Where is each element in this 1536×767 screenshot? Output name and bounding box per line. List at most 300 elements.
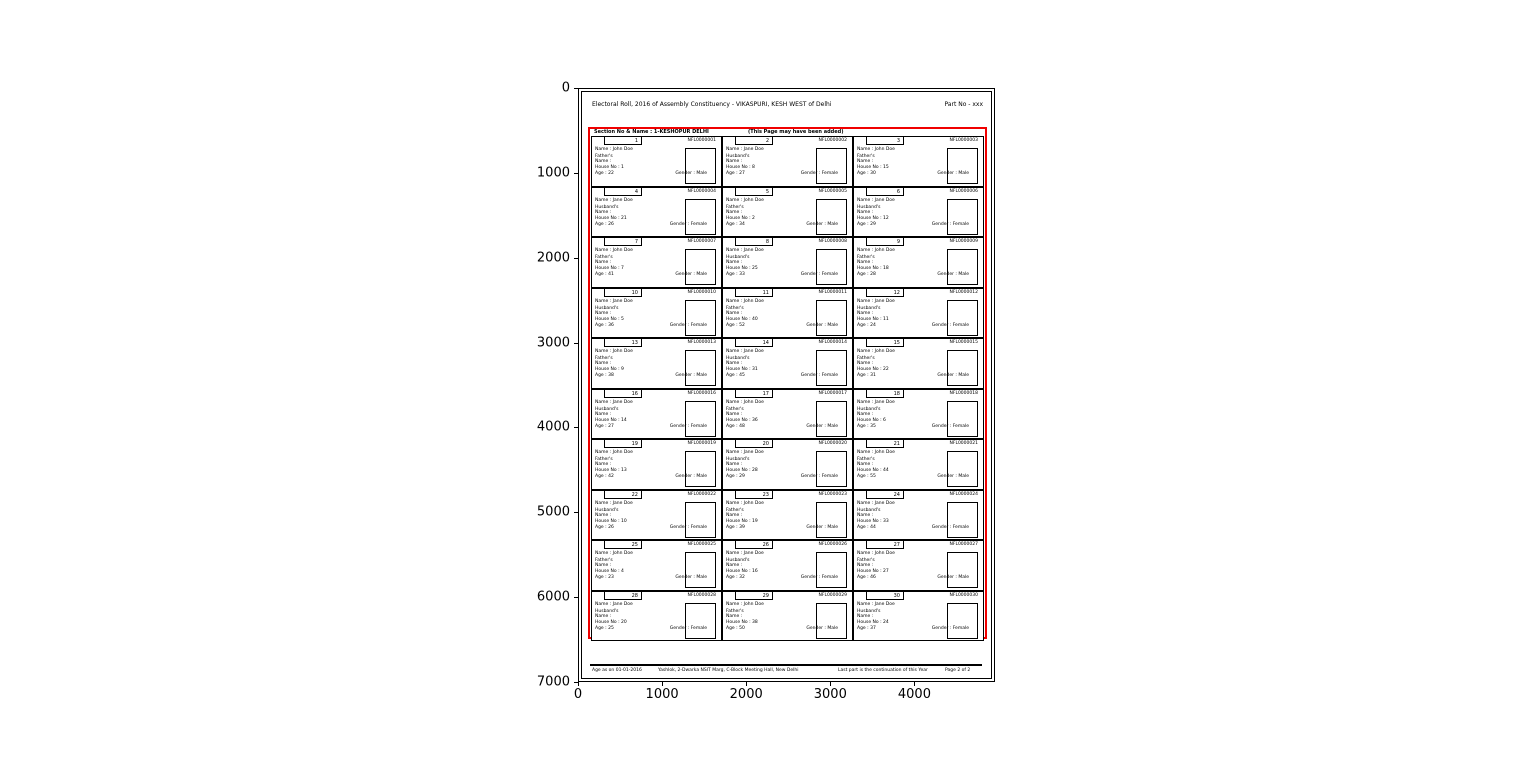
voter-grid — [591, 136, 984, 641]
serial-number: 2 — [765, 138, 769, 144]
serial-number: 20 — [762, 441, 769, 447]
relation-line: Father's Name : — [595, 154, 613, 164]
serial-number-box — [735, 490, 773, 499]
serial-number-box — [866, 591, 904, 600]
voter-card — [853, 490, 984, 541]
gender-value: Female — [821, 171, 838, 176]
footer-divider — [590, 664, 982, 666]
voter-name-line: Name : John Doe — [857, 248, 895, 253]
age-value: 27 — [739, 171, 745, 176]
serial-number-box — [735, 439, 773, 448]
voter-card — [591, 338, 722, 389]
serial-number: 14 — [762, 340, 769, 346]
voter-card — [853, 237, 984, 288]
serial-number: 10 — [631, 289, 638, 296]
relation-line: Husband's Name : — [857, 305, 881, 316]
epic-number: NFL0000022 — [687, 491, 716, 497]
gender-value: Female — [821, 373, 838, 378]
serial-number-box — [866, 490, 904, 499]
voter-name-line: Name : Jane Doe — [595, 399, 633, 405]
age-gender-line: Age : 24 Gender : Female — [857, 322, 969, 328]
voter-name: John Doe — [743, 197, 764, 203]
house-number: 10 — [621, 518, 627, 524]
epic-number: NFL0000023 — [818, 491, 847, 497]
voter-name-line: Name : Jane Doe — [726, 450, 764, 455]
serial-number-box — [866, 187, 904, 196]
age-value: 37 — [870, 625, 876, 631]
voter-details — [726, 551, 844, 581]
y-tick-label: 1000 — [536, 165, 570, 181]
voter-name: Jane Doe — [612, 399, 633, 405]
age-gender-line: Age : 41 Gender : Male — [595, 272, 707, 277]
house-line: House No : 38 — [726, 619, 758, 625]
voter-details — [857, 299, 975, 329]
house-number: 40 — [752, 316, 758, 322]
voter-details — [857, 400, 975, 430]
epic-number: NFL0000024 — [949, 491, 978, 497]
voter-card — [591, 187, 722, 238]
house-number: 24 — [883, 619, 889, 625]
serial-number: 4 — [634, 188, 638, 195]
y-tick-mark — [574, 682, 578, 683]
house-number: 11 — [883, 316, 889, 322]
voter-name: Jane Doe — [874, 399, 895, 405]
epic-number: NFL0000012 — [949, 289, 978, 295]
relation-line: Husband's Name : — [595, 608, 619, 619]
serial-number: 23 — [762, 491, 769, 498]
y-tick-label: 0 — [561, 80, 570, 96]
house-number: 36 — [752, 417, 758, 423]
voter-name: John Doe — [743, 500, 764, 506]
serial-number-box — [604, 591, 642, 600]
gender-value: Male — [827, 524, 838, 530]
voter-card — [591, 389, 722, 440]
document-header — [592, 101, 983, 108]
serial-number-box — [866, 338, 904, 347]
gender-value: Female — [821, 474, 838, 479]
serial-number-box — [604, 187, 642, 196]
serial-number-box — [735, 389, 773, 398]
age-gender-line: Age : 45 Gender : Female — [726, 373, 838, 378]
serial-number-box — [604, 237, 642, 246]
epic-number: NFL0000015 — [949, 340, 978, 345]
voter-card — [722, 338, 853, 389]
voter-details — [595, 551, 713, 581]
age-value: 33 — [739, 272, 745, 277]
age-gender-line: Age : 50 Gender : Male — [726, 625, 838, 631]
x-tick-label: 1000 — [645, 687, 679, 702]
gender-value: Female — [952, 423, 969, 429]
voter-name: John Doe — [743, 601, 764, 607]
serial-number: 24 — [893, 491, 900, 498]
serial-number: 25 — [631, 542, 638, 548]
house-number: 4 — [621, 569, 624, 574]
relation-line: Father's Name : — [595, 255, 613, 265]
serial-number: 17 — [762, 390, 769, 397]
serial-number: 29 — [762, 592, 769, 599]
relation-line: Father's Name : — [726, 305, 744, 316]
relation-line: Father's Name : — [857, 356, 875, 366]
house-number: 1 — [621, 165, 624, 170]
voter-name: John Doe — [612, 551, 633, 556]
age-gender-line: Age : 32 Gender : Female — [726, 575, 838, 580]
voter-card — [722, 540, 853, 591]
serial-number: 15 — [893, 340, 900, 346]
voter-details — [595, 248, 713, 278]
voter-name: Jane Doe — [874, 500, 895, 506]
house-line: House No : 40 — [726, 316, 758, 322]
age-value: 29 — [870, 221, 876, 227]
house-line: House No : 15 — [857, 165, 889, 170]
gender-value: Female — [690, 524, 707, 530]
voter-name-line: Name : Jane Doe — [857, 298, 895, 304]
age-gender-line: Age : 28 Gender : Male — [857, 272, 969, 277]
voter-name-line: Name : John Doe — [857, 147, 895, 152]
voter-card — [591, 490, 722, 541]
house-line: House No : 27 — [857, 569, 889, 574]
age-value: 26 — [608, 221, 614, 227]
house-line: House No : 8 — [726, 165, 755, 170]
voter-name: John Doe — [743, 298, 764, 304]
voter-card — [591, 136, 722, 187]
serial-number-box — [604, 136, 642, 145]
footer-age-note: Age as on 01-01-2016 — [592, 668, 642, 673]
serial-number-box — [735, 288, 773, 297]
relation-line: Father's Name : — [595, 356, 613, 366]
house-line: House No : 13 — [595, 468, 627, 473]
relation-line: Husband's Name : — [726, 457, 750, 467]
voter-name-line: Name : John Doe — [595, 551, 633, 556]
voter-details — [857, 147, 975, 177]
voter-details — [595, 198, 713, 228]
age-gender-line: Age : 22 Gender : Male — [595, 171, 707, 176]
plot-area — [578, 88, 995, 682]
epic-number: NFL0000008 — [818, 239, 847, 244]
house-number: 21 — [621, 215, 627, 221]
epic-number: NFL0000007 — [687, 239, 716, 244]
voter-name-line: Name : Jane Doe — [726, 551, 764, 556]
voter-card — [722, 187, 853, 238]
voter-card — [591, 439, 722, 490]
voter-name: Jane Doe — [743, 248, 764, 253]
x-tick-label: 4000 — [897, 687, 931, 702]
relation-line: Husband's Name : — [595, 406, 619, 417]
house-line: House No : 5 — [595, 316, 624, 322]
epic-number: NFL0000004 — [687, 188, 716, 194]
age-gender-line: Age : 55 Gender : Male — [857, 474, 969, 479]
epic-number: NFL0000030 — [949, 592, 978, 598]
house-number: 14 — [621, 417, 627, 423]
age-value: 32 — [739, 575, 745, 580]
electoral-roll-page — [581, 91, 992, 679]
house-number: 16 — [752, 569, 758, 574]
relation-line: Father's Name : — [726, 406, 744, 417]
voter-name: John Doe — [612, 349, 633, 354]
voter-name-line: Name : Jane Doe — [595, 298, 633, 304]
voter-name: Jane Doe — [874, 601, 895, 607]
age-value: 34 — [739, 221, 745, 227]
voter-name: John Doe — [612, 450, 633, 455]
voter-card — [722, 237, 853, 288]
voter-details — [595, 299, 713, 329]
house-line: House No : 18 — [857, 266, 889, 271]
serial-number: 22 — [631, 491, 638, 498]
age-gender-line: Age : 42 Gender : Male — [595, 474, 707, 479]
age-value: 45 — [739, 373, 745, 378]
age-value: 48 — [739, 423, 745, 429]
age-gender-line: Age : 26 Gender : Female — [595, 524, 707, 530]
voter-details — [857, 450, 975, 480]
relation-line: Husband's Name : — [595, 204, 619, 215]
house-number: 15 — [883, 165, 889, 170]
house-line: House No : 2 — [726, 215, 755, 221]
gender-value: Male — [827, 221, 838, 227]
voter-name-line: Name : Jane Doe — [726, 147, 764, 152]
voter-name-line: Name : John Doe — [595, 450, 633, 455]
relation-line: Husband's Name : — [857, 507, 881, 518]
epic-number: NFL0000019 — [687, 441, 716, 446]
voter-name-line: Name : Jane Doe — [595, 500, 633, 506]
relation-line: Husband's Name : — [726, 356, 750, 366]
age-value: 41 — [608, 272, 614, 277]
age-gender-line: Age : 38 Gender : Male — [595, 373, 707, 378]
relation-line: Husband's Name : — [726, 255, 750, 265]
serial-number-box — [735, 237, 773, 246]
house-line: House No : 16 — [726, 569, 758, 574]
section-name: Section No & Name : 1-KESHOPUR DELHI — [594, 129, 709, 135]
serial-number-box — [735, 136, 773, 145]
serial-number-box — [735, 338, 773, 347]
age-value: 23 — [608, 575, 614, 580]
gender-value: Male — [696, 272, 707, 277]
relation-line: Husband's Name : — [726, 558, 750, 568]
voter-details — [726, 501, 844, 531]
serial-number: 3 — [896, 138, 900, 144]
voter-name: Jane Doe — [743, 551, 764, 556]
serial-number-box — [735, 540, 773, 549]
voter-card — [591, 237, 722, 288]
footer-page-number: Page 2 of 2 — [945, 668, 971, 673]
house-number: 8 — [752, 165, 755, 170]
age-value: 25 — [608, 625, 614, 631]
voter-name: John Doe — [612, 147, 633, 152]
voter-details — [595, 450, 713, 480]
age-value: 28 — [870, 272, 876, 277]
serial-number-box — [604, 338, 642, 347]
age-value: 42 — [608, 474, 614, 479]
voter-details — [857, 551, 975, 581]
voter-details — [726, 248, 844, 278]
house-line: House No : 24 — [857, 619, 889, 625]
voter-card — [853, 389, 984, 440]
age-gender-line: Age : 27 Gender : Female — [595, 423, 707, 429]
house-number: 27 — [883, 569, 889, 574]
voter-card — [722, 439, 853, 490]
relation-line: Father's Name : — [726, 507, 744, 518]
age-gender-line: Age : 44 Gender : Female — [857, 524, 969, 530]
highlight-red-box — [588, 127, 987, 639]
serial-number: 18 — [893, 390, 900, 397]
gender-value: Female — [690, 625, 707, 631]
house-number: 18 — [883, 266, 889, 271]
age-value: 27 — [608, 423, 614, 429]
age-value: 38 — [608, 373, 614, 378]
age-gender-line: Age : 23 Gender : Male — [595, 575, 707, 580]
house-line: House No : 1 — [595, 165, 624, 170]
epic-number: NFL0000026 — [818, 542, 847, 547]
house-number: 7 — [621, 266, 624, 271]
voter-name: Jane Doe — [612, 601, 633, 607]
gender-value: Female — [690, 221, 707, 227]
age-value: 29 — [739, 474, 745, 479]
x-tick-mark — [914, 682, 915, 686]
house-line: House No : 22 — [857, 367, 889, 372]
house-number: 2 — [752, 215, 755, 221]
gender-value: Male — [696, 575, 707, 580]
age-value: 39 — [739, 524, 745, 530]
y-tick-label: 6000 — [536, 589, 570, 605]
age-gender-line: Age : 30 Gender : Male — [857, 171, 969, 176]
age-gender-line: Age : 35 Gender : Female — [857, 423, 969, 429]
gender-value: Female — [952, 524, 969, 530]
age-gender-line: Age : 34 Gender : Male — [726, 221, 838, 227]
serial-number: 1 — [634, 138, 638, 144]
age-value: 22 — [608, 171, 614, 176]
age-gender-line: Age : 46 Gender : Male — [857, 575, 969, 580]
voter-name-line: Name : John Doe — [857, 450, 895, 455]
voter-name: John Doe — [874, 349, 895, 354]
x-tick-mark — [830, 682, 831, 686]
voter-name: Jane Doe — [743, 147, 764, 152]
gender-value: Male — [958, 272, 969, 277]
house-number: 12 — [883, 215, 889, 221]
serial-number-box — [866, 389, 904, 398]
voter-card — [853, 136, 984, 187]
house-line: House No : 4 — [595, 569, 624, 574]
voter-name-line: Name : Jane Doe — [595, 601, 633, 607]
serial-number-box — [735, 187, 773, 196]
voter-details — [857, 602, 975, 632]
part-number: Part No - xxx — [944, 101, 983, 108]
voter-card — [591, 591, 722, 642]
voter-card — [591, 540, 722, 591]
serial-number-box — [866, 439, 904, 448]
serial-number: 27 — [893, 542, 900, 548]
age-gender-line: Age : 39 Gender : Male — [726, 524, 838, 530]
house-number: 22 — [883, 367, 889, 372]
gender-value: Male — [827, 625, 838, 631]
relation-line: Father's Name : — [726, 204, 744, 215]
voter-name-line: Name : John Doe — [726, 298, 764, 304]
voter-details — [726, 147, 844, 177]
serial-number-box — [604, 439, 642, 448]
voter-name-line: Name : Jane Doe — [726, 349, 764, 354]
epic-number: NFL0000027 — [949, 542, 978, 547]
gender-value: Male — [827, 322, 838, 328]
relation-line: Father's Name : — [595, 558, 613, 568]
gender-value: Male — [958, 373, 969, 378]
y-tick-label: 4000 — [536, 419, 570, 435]
serial-number-box — [866, 237, 904, 246]
epic-number: NFL0000020 — [818, 441, 847, 446]
epic-number: NFL0000013 — [687, 340, 716, 345]
gender-value: Female — [952, 221, 969, 227]
epic-number: NFL0000016 — [687, 390, 716, 396]
voter-details — [726, 198, 844, 228]
x-tick-label: 3000 — [813, 687, 847, 702]
house-number: 20 — [621, 619, 627, 625]
serial-number-box — [604, 288, 642, 297]
voter-details — [857, 349, 975, 379]
house-number: 13 — [621, 468, 627, 473]
x-tick-mark — [578, 682, 579, 686]
epic-number: NFL0000010 — [687, 289, 716, 295]
voter-name: Jane Doe — [874, 298, 895, 304]
age-gender-line: Age : 27 Gender : Female — [726, 171, 838, 176]
age-value: 31 — [870, 373, 876, 378]
gender-value: Male — [958, 171, 969, 176]
age-gender-line: Age : 33 Gender : Female — [726, 272, 838, 277]
house-line: House No : 7 — [595, 266, 624, 271]
epic-number: NFL0000011 — [818, 289, 847, 295]
voter-details — [595, 501, 713, 531]
voter-name: Jane Doe — [743, 450, 764, 455]
serial-number: 30 — [893, 592, 900, 599]
house-line: House No : 20 — [595, 619, 627, 625]
epic-number: NFL0000014 — [818, 340, 847, 345]
age-gender-line: Age : 26 Gender : Female — [595, 221, 707, 227]
serial-number: 9 — [896, 239, 900, 245]
relation-line: Husband's Name : — [857, 204, 881, 215]
voter-name: Jane Doe — [743, 349, 764, 354]
house-line: House No : 31 — [726, 367, 758, 372]
serial-number: 8 — [765, 239, 769, 245]
serial-number: 26 — [762, 542, 769, 548]
serial-number-box — [604, 490, 642, 499]
voter-name: John Doe — [743, 399, 764, 405]
epic-number: NFL0000028 — [687, 592, 716, 598]
voter-name-line: Name : John Doe — [595, 147, 633, 152]
voter-name-line: Name : Jane Doe — [857, 500, 895, 506]
age-gender-line: Age : 29 Gender : Female — [857, 221, 969, 227]
voter-name: Jane Doe — [612, 500, 633, 506]
relation-line: Father's Name : — [857, 457, 875, 467]
gender-value: Female — [690, 322, 707, 328]
gender-value: Male — [958, 474, 969, 479]
serial-number: 5 — [765, 188, 769, 195]
epic-number: NFL0000025 — [687, 542, 716, 547]
voter-name-line: Name : John Doe — [595, 349, 633, 354]
house-line: House No : 44 — [857, 468, 889, 473]
voter-details — [857, 501, 975, 531]
age-value: 24 — [870, 322, 876, 328]
voter-details — [595, 400, 713, 430]
age-gender-line: Age : 25 Gender : Female — [595, 625, 707, 631]
voter-details — [857, 198, 975, 228]
voter-card — [853, 288, 984, 339]
voter-name-line: Name : Jane Doe — [726, 248, 764, 253]
voter-details — [595, 147, 713, 177]
serial-number-box — [604, 540, 642, 549]
x-tick-label: 2000 — [729, 687, 763, 702]
house-line: House No : 11 — [857, 316, 889, 322]
gender-value: Female — [690, 423, 707, 429]
house-line: House No : 33 — [857, 518, 889, 524]
voter-details — [857, 248, 975, 278]
relation-line: Father's Name : — [595, 457, 613, 467]
voter-name-line: Name : John Doe — [726, 197, 764, 203]
house-line: House No : 25 — [726, 266, 758, 271]
